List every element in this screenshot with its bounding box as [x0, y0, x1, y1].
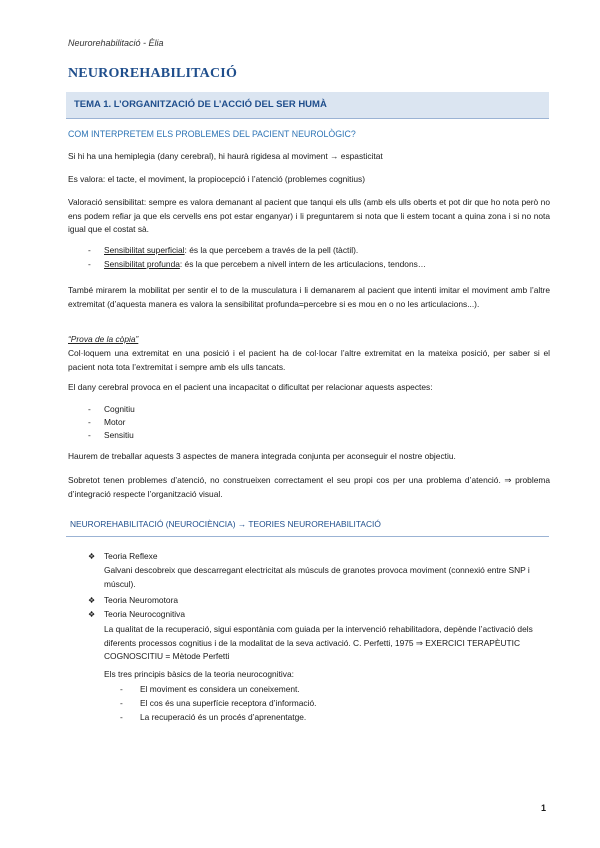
document-title: NEUROREHABILITACIÓ [68, 66, 238, 81]
theory-neurocognitiva-body: La qualitat de la recuperació, sigui espontània com guiada per la intervenció rehabilitadora, depènde l’activació dels diferents processos cognitius i de la modalitat de la seva activació. C. Perfetti, 1975 ⇒ EXERCICI TERAPÈUTIC COGNOSCITIU = Mètode Perfetti [104, 624, 533, 661]
theory-title: Teoria Reflexe [104, 551, 158, 561]
principle-text: El cos és una superfície receptora d’informació. [140, 698, 317, 708]
dash-bullet: - [88, 259, 91, 269]
dash-bullet: - [120, 684, 123, 694]
definition-profunda: : és la que percebem a nivell intern de les articulacions, tendons… [179, 259, 427, 269]
theory-title: Teoria Neurocognitiva [104, 609, 186, 619]
list-label: Sensitiu [104, 430, 134, 440]
list-label: Motor [104, 417, 126, 427]
paragraph-valora: Es valora: el tacte, el moviment, la propiocepció i l’atenció (problemes cognitius) [68, 174, 365, 184]
principle-text: El moviment es considera un coneixement. [140, 684, 300, 694]
section-heading-teories: NEUROREHABILITACIÓ (NEUROCIÈNCIA) → TEORIES NEUROREHABILITACIÓ [70, 519, 381, 529]
paragraph-dany-cerebral: El dany cerebral provoca en el pacient una incapacitat o dificultat per relacionar aquests aspectes: [68, 382, 433, 392]
paragraph-prova-copia: Col·loquem una extremitat en una posició i el pacient ha de col·locar l’altre extremitat en la mateixa posició, per saber si el pacient nota tota l’extremitat i sempre amb els ulls tancats. [68, 348, 550, 372]
theory-title: Teoria Neuromotora [104, 595, 179, 605]
dash-bullet: - [120, 712, 123, 722]
tema-banner [66, 92, 549, 119]
principle-text: La recuperació és un procés d’aprenentatge. [140, 712, 307, 722]
theory-reflexe-body: Galvani descobreix que descarregant electricitat als músculs de granotes provoca moviment (connexió entre SNP i múscul). [104, 565, 530, 589]
paragraph-treballar: Haurem de treballar aquests 3 aspectes de manera integrada conjunta per aconseguir el nostre objectiu. [68, 451, 456, 461]
dash-bullet: - [88, 404, 91, 414]
dash-bullet: - [88, 245, 91, 255]
paragraph-mobilitat: També mirarem la mobilitat per sentir el to de la musculatura i li demanarem al pacient que intenti imitar el moviment amb l’altre extremitat (d’aquesta manera es valora la sensibilitat profunda=percebre si es mou en o no les articulacions...). [68, 285, 550, 309]
dash-bullet: - [120, 698, 123, 708]
definition-superficial: : és la que percebem a través de la pell (tàctil). [184, 245, 359, 255]
principles-intro: Els tres principis bàsics de la teoria neurocognitiva: [104, 669, 294, 679]
running-header: Neurorehabilitació - Èlia [68, 38, 164, 48]
section-heading-neurologic: COM INTERPRETEM ELS PROBLEMES DEL PACIENT NEUROLÒGIC? [68, 129, 356, 139]
diamond-bullet-icon: ❖ [88, 552, 96, 561]
diamond-bullet-icon: ❖ [88, 596, 96, 605]
prova-copia-title: “Prova de la còpia” [68, 334, 139, 344]
page-number: 1 [541, 803, 547, 813]
tema-title: TEMA 1. L’ORGANITZACIÓ DE L’ACCIÓ DEL SER HUMÀ [74, 99, 327, 110]
diamond-bullet-icon: ❖ [88, 610, 96, 619]
section-divider [66, 536, 549, 537]
term-sensibilitat-profunda: Sensibilitat profunda [104, 259, 180, 269]
paragraph-atencio: Sobretot tenen problemes d’atenció, no construeixen correctament el seu propi cos per una problema d’atenció. ⇒ problema d’integració respecte l’organització visual. [68, 475, 550, 499]
term-sensibilitat-superficial: Sensibilitat superficial [104, 245, 185, 255]
dash-bullet: - [88, 430, 91, 440]
dash-bullet: - [88, 417, 91, 427]
list-label: Cognitiu [104, 404, 135, 414]
paragraph-hemiplegia: Si hi ha una hemiplegia (dany cerebral), hi haurà rigidesa al moviment → espasticitat [68, 151, 383, 161]
paragraph-sensibilitat: Valoració sensibilitat: sempre es valora demanant al pacient que tanqui els ulls (amb els ulls oberts et pot dir que ho nota però no ens podem refiar ja que els cervells ens pot estar enganyar) i li preguntarem si nota que li estem tocant a quina zona i si no nota igual que el costat sà. [68, 197, 550, 234]
